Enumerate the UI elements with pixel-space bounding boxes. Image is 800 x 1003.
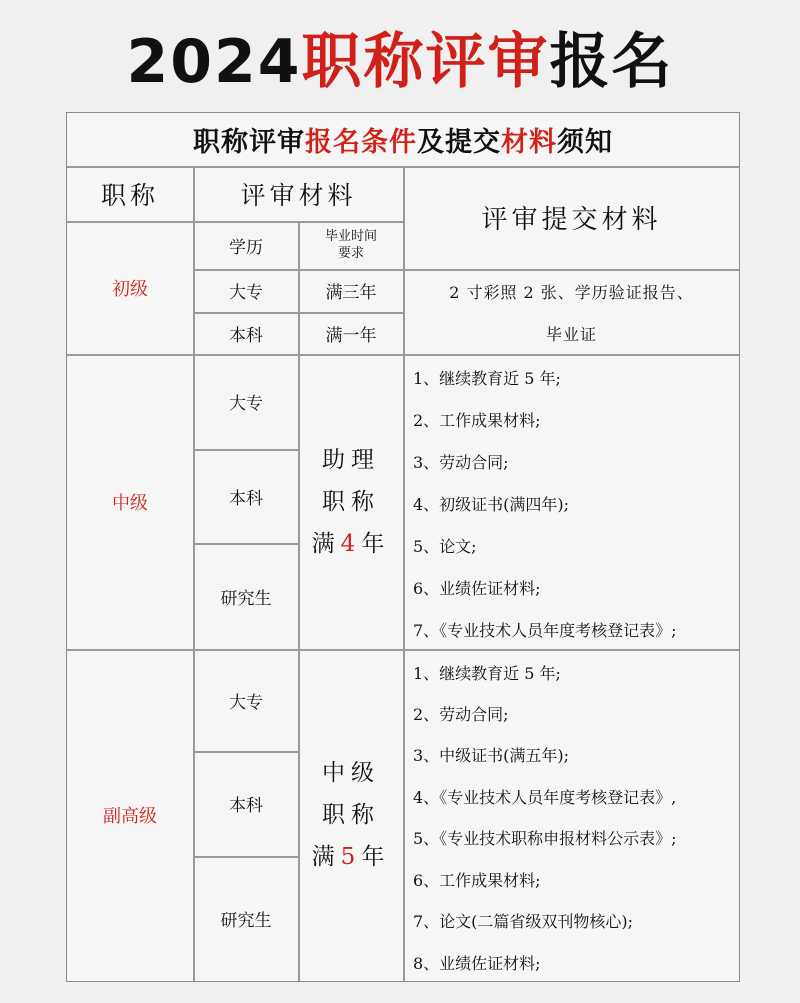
- requirement-line: 职称: [322, 488, 380, 515]
- header-materials-col: 评审材料: [240, 180, 357, 210]
- requirement-line: 职称: [322, 802, 380, 828]
- subtitle-part: 报名条件: [305, 127, 417, 158]
- senior-education: 大专: [229, 692, 263, 713]
- list-item: 3、劳动合同;: [413, 453, 509, 472]
- header-grad-time: 毕业时间要求: [324, 229, 377, 261]
- level-junior: 初级: [112, 278, 148, 300]
- list-item: 6、工作成果材料;: [413, 871, 541, 890]
- requirement-text: 年: [361, 530, 391, 557]
- intermediate-education: 研究生: [220, 588, 272, 609]
- title-suffix: 报名: [549, 27, 674, 97]
- header-title-col: 职称: [100, 180, 159, 210]
- table-subtitle: [67, 113, 739, 166]
- requirement-text: 年: [361, 844, 391, 870]
- requirement-line: 中级: [322, 760, 380, 786]
- header-education: 学历: [229, 237, 263, 258]
- list-item: 4、初级证书(满四年);: [413, 495, 570, 514]
- list-item: 2、劳动合同;: [413, 705, 509, 724]
- list-item: 5、论文;: [413, 537, 477, 556]
- list-item: 4、《专业技术人员年度考核登记表》,: [413, 788, 677, 807]
- junior-years: 满一年: [325, 325, 377, 346]
- requirement-line: 助理: [322, 446, 380, 473]
- list-item: 3、中级证书(满五年);: [413, 746, 570, 765]
- senior-education: 本科: [229, 796, 263, 816]
- requirement-number: 5: [340, 844, 362, 870]
- list-item: 7、论文(二篇省级双刊物核心);: [413, 912, 634, 931]
- requirement-text: 满: [311, 844, 341, 870]
- requirement-text: 满: [311, 530, 341, 557]
- requirement-line: [312, 836, 391, 878]
- intermediate-requirement: [299, 354, 403, 649]
- header-submit-col: 评审提交材料: [481, 205, 662, 235]
- junior-materials-line: 2 寸彩照 2 张、学历验证报告、: [449, 282, 694, 302]
- requirement-number: 4: [340, 530, 362, 557]
- list-item: 7、《专业技术人员年度考核登记表》;: [413, 621, 677, 640]
- level-intermediate: 中级: [112, 492, 148, 514]
- list-item: 8、业绩佐证材料;: [413, 954, 541, 973]
- title-highlight: 职称评审: [301, 27, 550, 97]
- list-item: 1、继续教育近 5 年;: [413, 369, 561, 388]
- intermediate-education: 大专: [229, 394, 263, 414]
- subtitle-part: 须知: [557, 127, 613, 158]
- list-item: 6、业绩佐证材料;: [413, 579, 541, 598]
- requirement-line: [312, 523, 391, 565]
- level-senior: 副高级: [103, 806, 157, 827]
- junior-materials-line: 毕业证: [545, 324, 597, 344]
- junior-education: 大专: [229, 283, 263, 303]
- list-item: 5、《专业技术职称申报材料公示表》;: [413, 829, 677, 848]
- senior-requirement: [299, 649, 403, 981]
- intermediate-materials-list: [413, 354, 733, 649]
- intermediate-education: 本科: [229, 488, 263, 509]
- subtitle-part: 材料: [501, 127, 557, 158]
- list-item: 2、工作成果材料;: [413, 411, 541, 430]
- list-item: 1、继续教育近 5 年;: [413, 664, 561, 683]
- junior-years: 满三年: [325, 283, 377, 303]
- senior-materials-list: [413, 649, 733, 981]
- senior-education: 研究生: [220, 911, 272, 931]
- requirements-table: [66, 112, 740, 982]
- title-year: 2024: [126, 27, 302, 97]
- subtitle-part: 职称评审: [193, 127, 305, 158]
- subtitle-part: 及提交: [417, 127, 501, 158]
- page-title: [0, 22, 800, 102]
- junior-education: 本科: [229, 325, 263, 346]
